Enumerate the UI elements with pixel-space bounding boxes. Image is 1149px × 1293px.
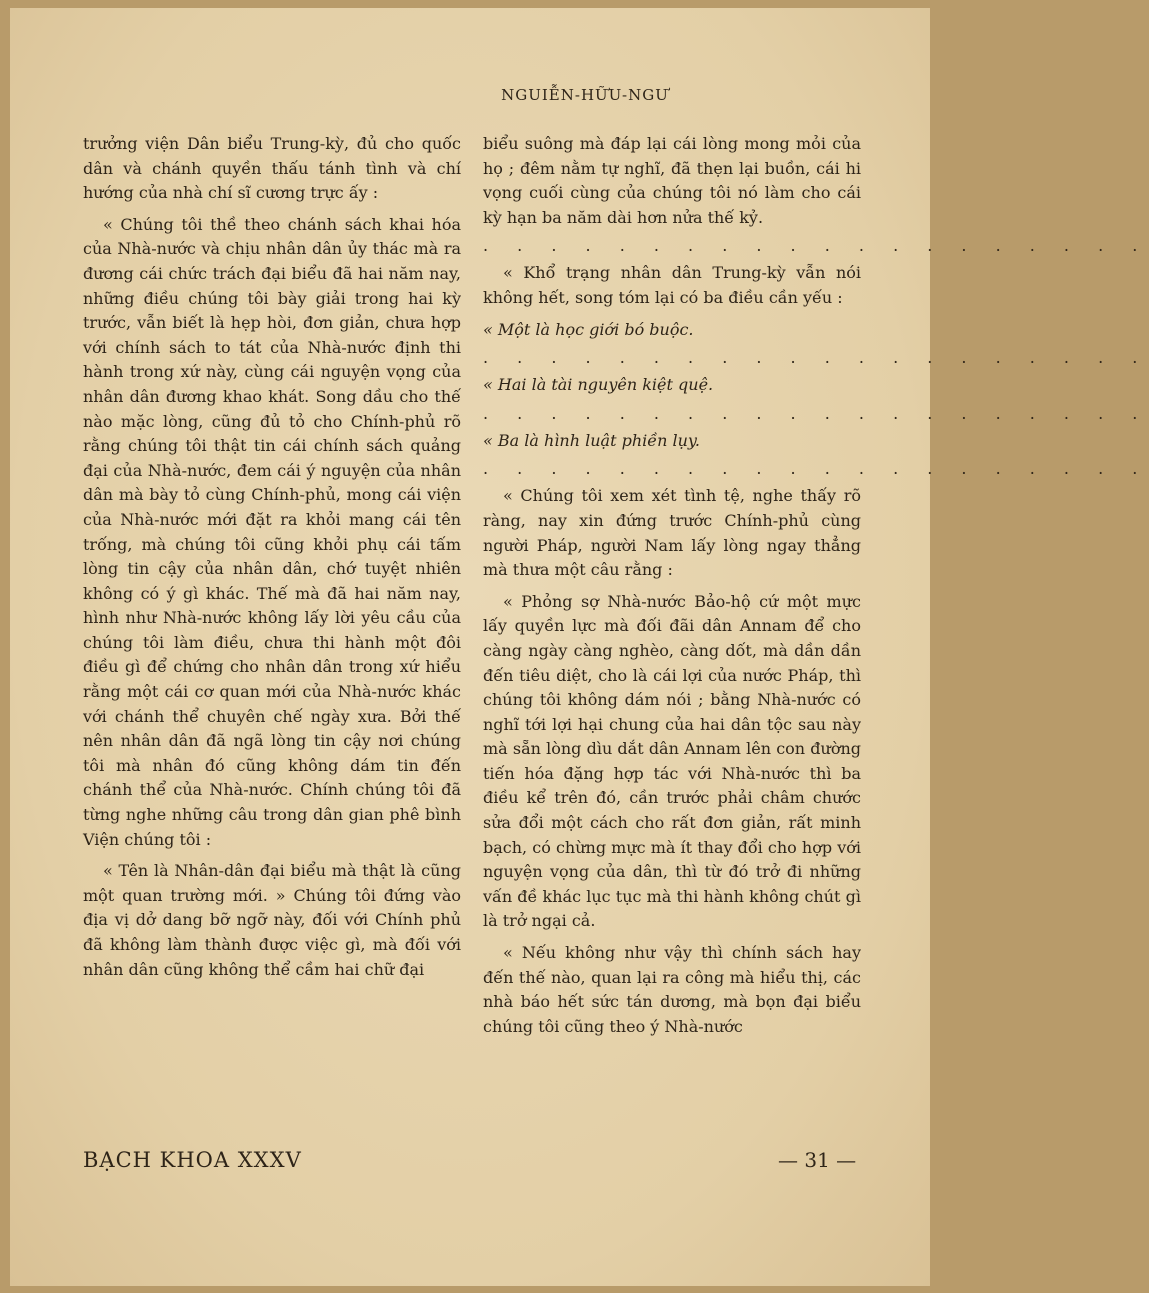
paragraph: trưởng viện Dân biểu Trung-kỳ, đủ cho quốc dân và chánh quyền thấu tánh tình và chí hướng của nhà chí sĩ cương trực ấy : — [83, 134, 461, 203]
ellipsis-divider: . . . . . . . . . . . . . . . . . . . . — [483, 236, 1149, 256]
document-page — [10, 8, 1149, 1286]
list-item: « Một là học giới bó buộc. — [483, 319, 694, 339]
ellipsis-divider: . . . . . . . . . . . . . . . . . . . . — [483, 348, 1149, 368]
paragraph: « Phỏng sợ Nhà-nước Bảo-hộ cứ một mực lấy quyền lực mà đối đãi dân Annam để cho càng ngày càng nghèo, càng dốt, mà dần dần đến tiêu diệt, cho là cái lợi của nước Pháp, thì chúng tôi không dám nói ; bằng Nhà-nước có nghĩ tới lợi hại chung của hai dân tộc sau này mà sẵn lòng dìu dắt dân Annam lên con đường tiến hóa đặng hợp tác với Nhà-nước thì ba điều kể trên đó, cần trước phải châm chước sửa đổi một cách cho rất đơn giản, rất minh bạch, có chừng mực mà ít thay đổi cho hợp với nguyện vọng của dân, thì từ đó trở đi những vấn đề khác lục tục mà thi hành không chút gì là trở ngại cả. — [483, 591, 861, 931]
ellipsis-divider: . . . . . . . . . . . . . . . . . . . . — [483, 403, 1149, 423]
magazine-title: BẠCH KHOA XXXV — [83, 1148, 302, 1172]
paragraph: « Chúng tôi xem xét tình tệ, nghe thấy rõ ràng, nay xin đứng trước Chính-phủ cùng người Pháp, người Nam lấy lòng ngay thẳng mà thưa một câu rằng : — [483, 486, 861, 580]
right-column — [483, 132, 1149, 1046]
paragraph: « Nếu không như vậy thì chính sách hay đến thế nào, quan lại ra công mà hiểu thị, các nhà báo hết sức tán dương, mà bọn đại biểu chúng tôi cũng theo ý Nhà-nước — [483, 943, 861, 1036]
list-item: « Ba là hình luật phiền lụy. — [483, 430, 700, 450]
paragraph: « Chúng tôi thề theo chánh sách khai hóa của Nhà-nước và chịu nhân dân ủy thác mà ra đương cái chức trách đại biểu đã hai năm nay, những điều chúng tôi bày giải trong hai kỳ trước, vẫn biết là hẹp hòi, đơn giản, chưa hợp với chính sách to tát của Nhà-nước định thi hành trong xứ này, cùng cái nguyện vọng của nhân dân đương khao khát. Song dầu cho thế nào mặc lòng, cũng đủ tỏ cho Chính-phủ rõ rằng chúng tôi thật tin cái chính sách quảng đại của Nhà-nước, đem cái ý nguyện của nhân dân mà bày tỏ cùng Chính-phủ, mong cái viện của Nhà-nước mới đặt ra khỏi mang cái tên trống, mà chúng tôi cũng khỏi phụ cái tấm lòng tin cậy của nhân dân, chớ tuyệt nhiên không có ý gì khác. Thế mà đã hai năm nay, hình như Nhà-nước không lấy lời yêu cầu của chúng tôi làm điều, chưa thi hành một đôi điều gì để chứng cho nhân dân trong xứ hiểu rằng một cái cơ quan mới của Nhà-nước khác với chánh thể chuyên chế ngày xưa. Bởi thế nên nhân dân đã ngã lòng tin cậy nơi chúng tôi mà nhân đó cũng không dám tin đến chánh thể của Nhà-nước. Chính chúng tôi đã từng nghe những câu trong dân gian phê bình Viện chúng tôi : — [83, 214, 461, 849]
list-item: « Hai là tài nguyên kiệt quệ. — [483, 375, 714, 395]
paragraph: « Khổ trạng nhân dân Trung-kỳ vẫn nói không hết, song tóm lại có ba điều cần yếu : — [483, 263, 861, 307]
page-number: — 31 — — [778, 1148, 857, 1172]
paragraph: biểu suông mà đáp lại cái lòng mong mỏi của họ ; đêm nằm tự nghĩ, đã thẹn lại buồn, cái hi vọng cuối cùng của chúng tôi nó làm cho cái kỳ hạn ba năm dài hơn nửa thế kỷ. — [483, 134, 861, 227]
running-header: NGUIỄN-HỮU-NGƯ — [501, 86, 669, 104]
paragraph: « Tên là Nhân-dân đại biểu mà thật là cũng một quan trường mới. » Chúng tôi đứng vào địa vị dở dang bỡ ngỡ này, đối với Chính phủ đã không làm thành được việc gì, mà đối với nhân dân cũng không thể cầm hai chữ đại — [83, 861, 461, 979]
left-column — [83, 132, 461, 989]
ellipsis-divider: . . . . . . . . . . . . . . . . . . . . — [483, 459, 1149, 479]
